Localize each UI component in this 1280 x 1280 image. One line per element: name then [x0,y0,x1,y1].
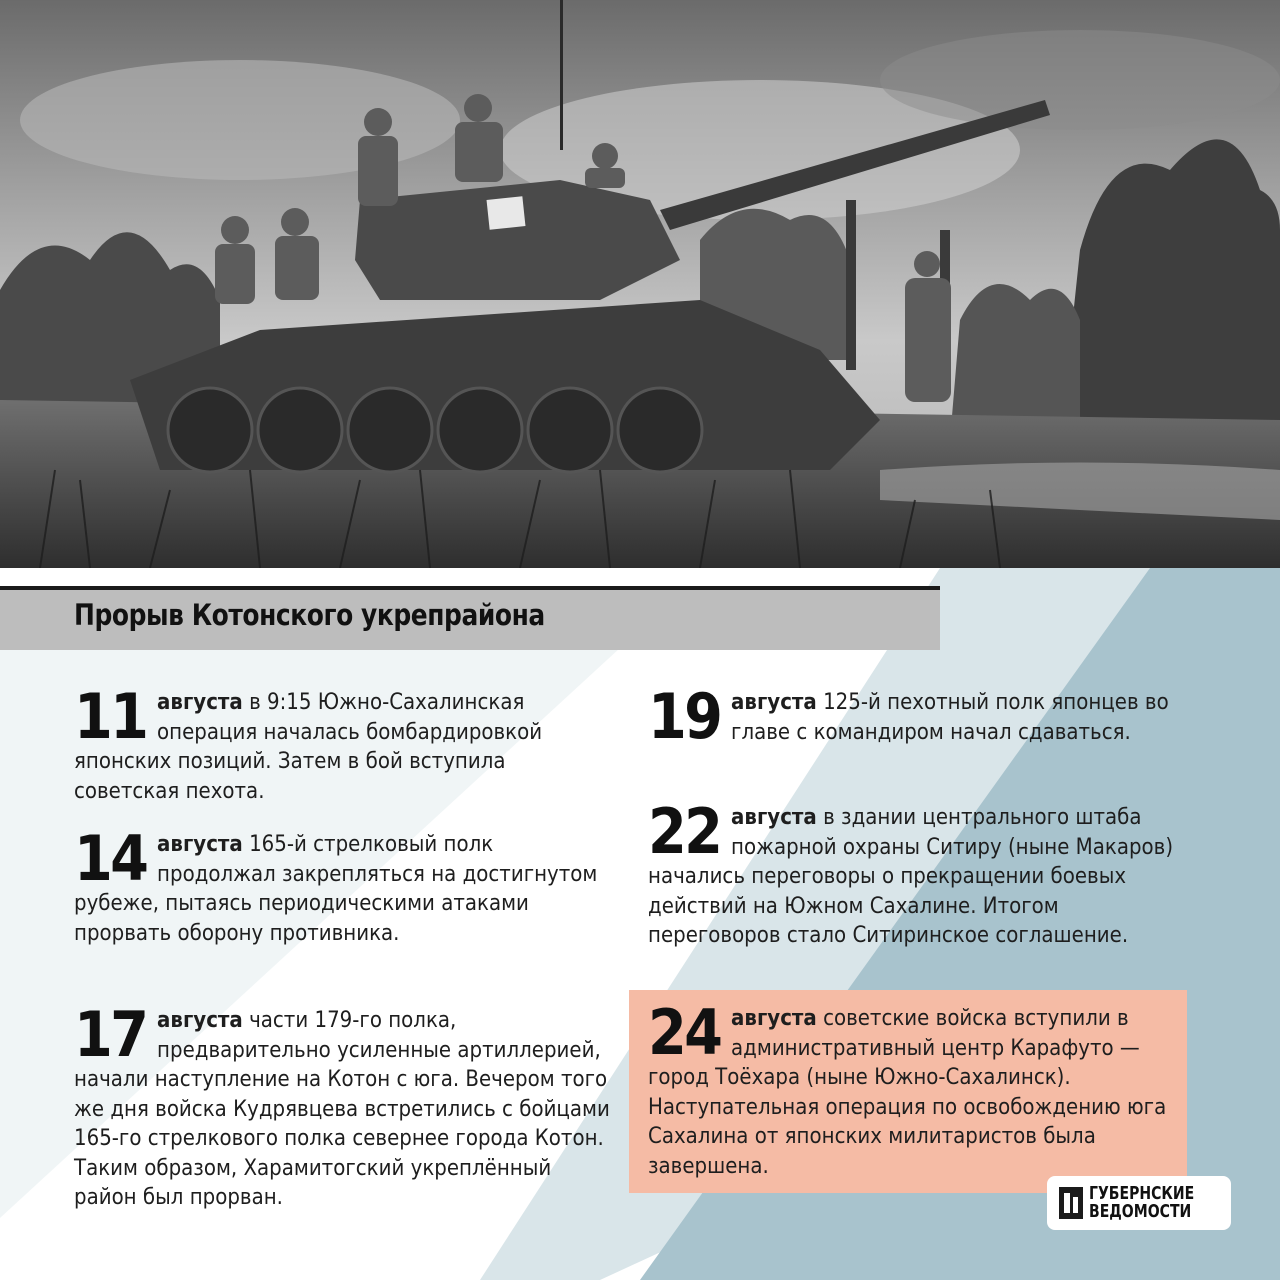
page-title: Прорыв Котонского укрепрайона [74,598,545,632]
entry-text: в 9:15 Южно-Сахалинская операция началась бомбардировкой японских позиций. Затем в бой вступила советская пехота. [74,690,543,804]
timeline-entry-19 [648,680,1188,753]
timeline-entry-22 [648,795,1188,951]
entry-day: 17 [74,998,147,1071]
timeline-entry-11 [74,680,574,806]
entry-day: 24 [648,996,721,1069]
entry-month: августа [731,690,817,715]
entry-day: 14 [74,822,147,895]
publisher-logo [1047,1176,1231,1230]
entry-day: 11 [74,680,147,753]
timeline-entry-14 [74,822,614,948]
entry-text: 165-й стрелковый полк продолжал закрепляться на достигнутом рубеже, пытаясь периодическими атаками прорвать оборону противника. [74,832,598,946]
entry-day: 19 [648,680,721,753]
entry-month: августа [157,1008,243,1033]
entry-day: 22 [648,795,721,868]
entry-text: части 179-го полка, предварительно усиленные артиллерией, начали наступление на Котон с юга. Вечером того же дня войска Кудрявцева встретились с бойцами 165-го стрелкового полка севернее города Котон. Таким образом, Харамитогский укреплённый район был прорван. [74,1008,610,1210]
entry-month: августа [157,690,243,715]
historical-photo-tank [0,0,1280,568]
entry-text: 125-й пехотный полк японцев во главе с командиром начал сдаваться. [731,690,1169,745]
entry-month: августа [157,832,243,857]
logo-mark-icon [1059,1187,1083,1219]
entry-month: августа [731,1006,817,1031]
logo-line-1: ГУБЕРНСКИЕ [1089,1183,1195,1204]
entry-text: советские войска вступили в административный центр Карафуто — город Тоёхара (ныне Южно-Сахалинск). Наступательная операция по освобождению юга Сахалина от японских милитаристов была завершена. [648,1006,1167,1179]
entry-text: в здании центрального штаба пожарной охраны Ситиру (ныне Макаров) начались переговоры о прекращении боевых действий на Южном Сахалине. Итогом переговоров стало Ситиринское соглашение. [648,805,1174,948]
logo-line-2: ВЕДОМОСТИ [1089,1201,1192,1222]
timeline-entry-17 [74,998,614,1213]
entry-month: августа [731,805,817,830]
timeline-entry-24 [648,996,1168,1181]
tank-photo-illustration [0,0,1280,568]
